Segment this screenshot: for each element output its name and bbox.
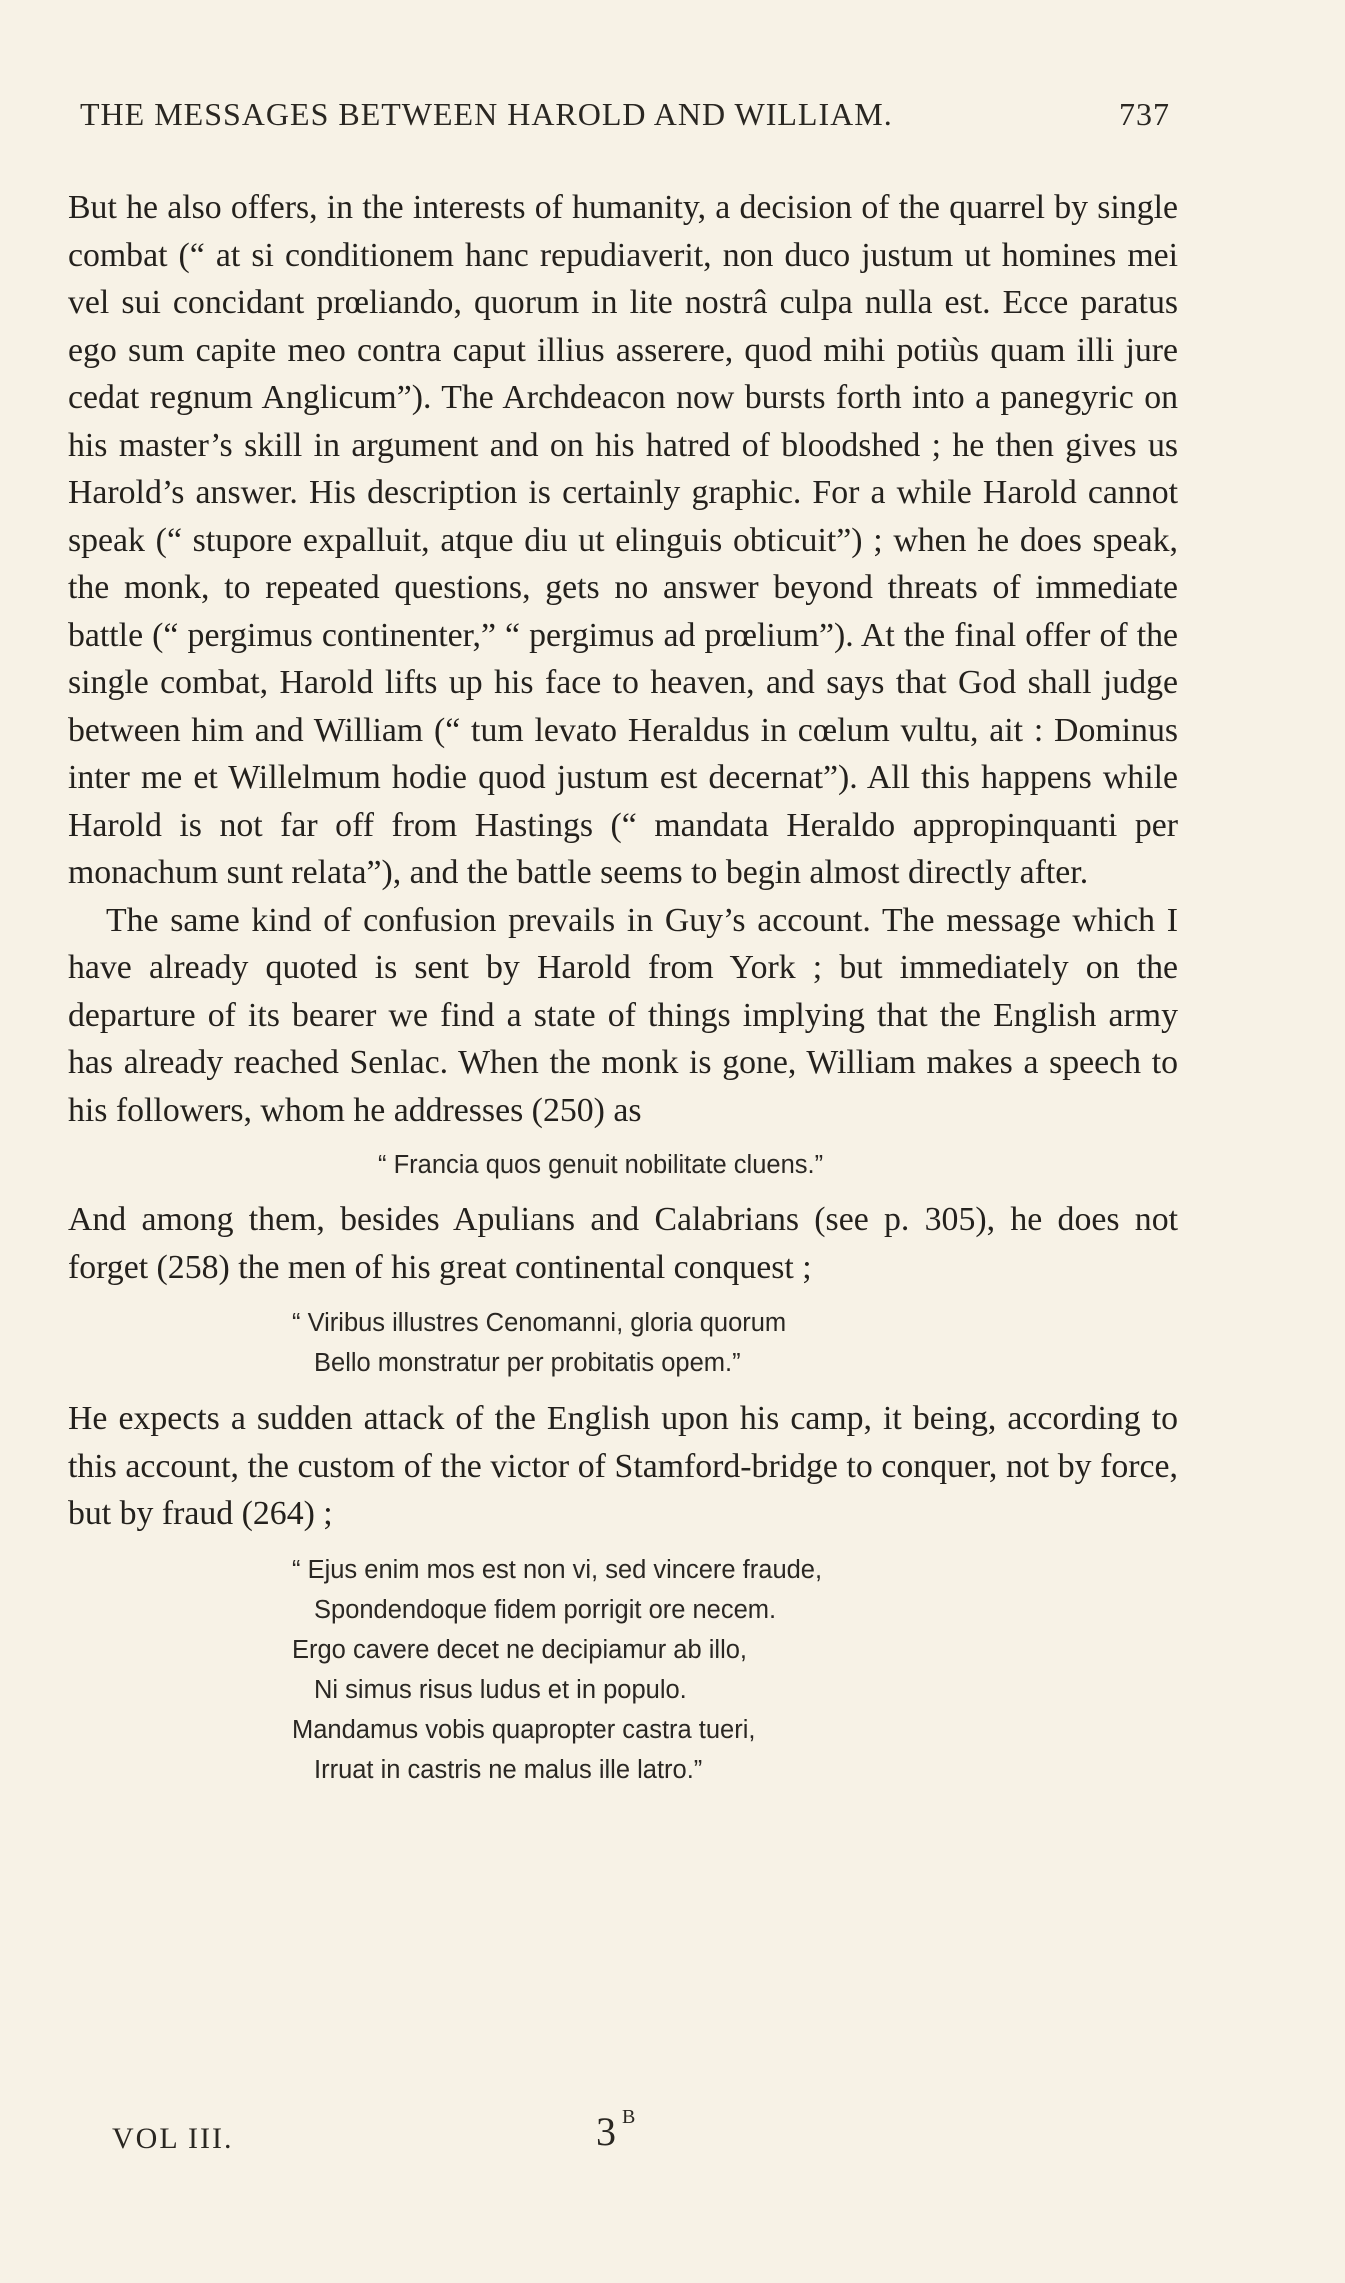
verse-quotation (68, 1538, 1178, 1794)
page-body (68, 184, 1178, 1794)
verse-line: “ Viribus illustres Cenomanni, gloria quorum (292, 1309, 787, 1337)
paragraph: He expects a sudden attack of the English upon his camp, it being, according to this account, the custom of the victor of Stamford-bridge to conquer, not by force, but by fraud (264) ; (68, 1400, 1178, 1532)
volume-number: VOL III. (112, 2122, 234, 2155)
verse-line: “ Ejus enim mos est non vi, sed vincere fraude, (292, 1555, 823, 1584)
signature-mark (596, 2108, 635, 2155)
verse-quotation (68, 1291, 1178, 1395)
verse-line: Ni simus risus ludus et in populo. (314, 1675, 687, 1704)
verse-line: Spondendoque fidem porrigit ore necem. (314, 1595, 777, 1624)
running-head (80, 96, 1170, 133)
verse-line: “ Francia quos genuit nobilitate cluens.” (378, 1151, 824, 1179)
paragraph: The same kind of confusion prevails in Guy’s account. The message which I have already quoted is sent by Harold from York ; but immediately on the departure of its bearer we find a state of things implying that the English army has already reached Senlac. When the monk is gone, William makes a speech to his followers, whom he addresses (250) as (68, 901, 1178, 1129)
verse-line: Irruat in castris ne malus ille latro.” (314, 1755, 703, 1784)
paragraph: And among them, besides Apulians and Calabrians (see p. 305), he does not forget (258) the men of his great continental conquest ; (68, 1201, 1178, 1286)
signature-number: 3 (596, 2109, 616, 2154)
signature-letter: B (622, 2106, 636, 2128)
running-head-title: THE MESSAGES BETWEEN HAROLD AND WILLIAM. (80, 96, 893, 132)
page-number: 737 (1119, 96, 1170, 132)
verse-line: Mandamus vobis quapropter castra tueri, (292, 1715, 756, 1744)
verse-line: Bello monstratur per probitatis opem.” (314, 1349, 741, 1377)
verse-quotation (68, 1134, 1178, 1196)
verse-line: Ergo cavere decet ne decipiamur ab illo, (292, 1635, 748, 1664)
paragraph: But he also offers, in the interests of humanity, a decision of the quarrel by single combat (“ at si conditionem hanc repudiaverit, non duco justum ut homines mei vel sui concidant prœliando, quorum in lite nostrâ culpa nulla est. Ecce paratus ego sum capite meo contra caput illius asserere, quod mihi potiùs quam illi jure cedat regnum Anglicum”). The Archdeacon now bursts forth into a panegyric on his master’s skill in argument and on his hatred of bloodshed ; he then gives us Harold’s answer. His description is certainly graphic. For a while Harold cannot speak (“ stupore expalluit, atque diu ut elinguis obticuit”) ; when he does speak, the monk, to repeated questions, gets no answer beyond threats of immediate battle (“ pergimus continenter,” “ pergimus ad prœlium”). At the final offer of the single combat, Harold lifts up his face to heaven, and says that God shall judge between him and William (“ tum levato Heraldus in cœlum vultu, ait : Dominus inter me et Willelmum hodie quod justum est decernat”). All this happens while Harold is not far off from Hastings (“ mandata Heraldo appropinquanti per monachum sunt relata”), and the battle seems to begin almost directly after. (68, 189, 1178, 891)
